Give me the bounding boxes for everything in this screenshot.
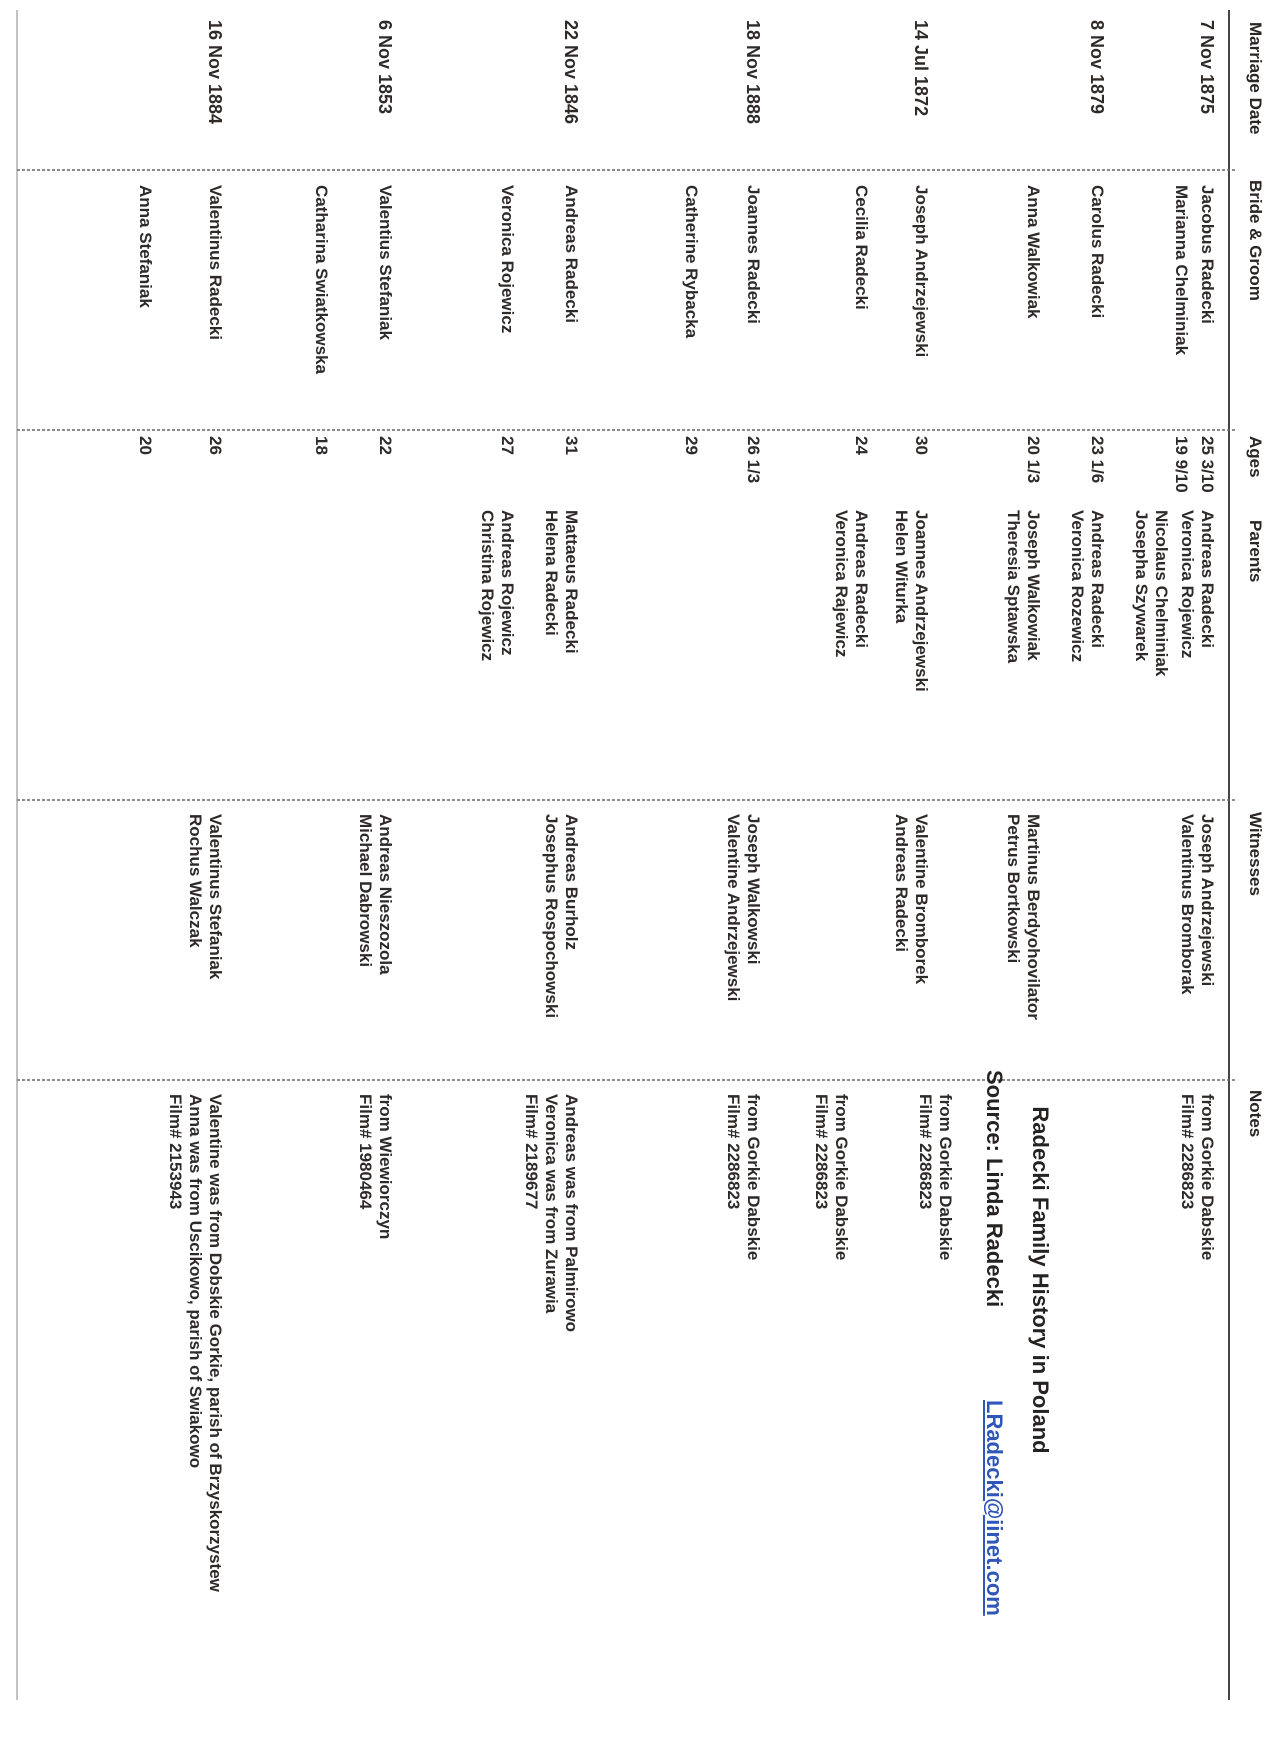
record-5-groom-parent-2: Helena Radecki — [542, 510, 561, 636]
record-1-groom-age: 25 3/10 — [1198, 436, 1217, 493]
record-5-date: 22 Nov 1846 — [561, 20, 581, 125]
record-7-groom: Valentinus Radecki — [206, 185, 225, 340]
record-7-note-1: Valentine was from Dobskie Gorkie, parish of Brzyskorzystew — [206, 1094, 225, 1592]
record-2-bride-parent-1: Joseph Walkowiak — [1024, 510, 1043, 661]
record-7-note-3: Film# 2153943 — [166, 1094, 185, 1210]
record-6-bride: Catharina Swiatkowska — [312, 185, 331, 374]
record-2-groom-parent-2: Veronica Rozewicz — [1068, 510, 1087, 663]
record-7-bride-age: 20 — [136, 436, 155, 455]
record-2-bride-parent-2: Theresia Sptawska — [1004, 510, 1023, 664]
record-7-bride: Anna Stefaniak — [136, 185, 155, 308]
record-1-bride-parent-1: Nicolaus Chelminiak — [1152, 510, 1171, 677]
record-4-bride: Catherine Rybacka — [682, 185, 701, 339]
record-4-groom-age: 26 1/3 — [744, 436, 763, 484]
header-bride-groom: Bride & Groom — [1246, 180, 1265, 301]
header-witnesses: Witnesses — [1246, 812, 1265, 896]
record-1-witness-1: Joseph Andrzejewski — [1198, 814, 1217, 987]
record-5-witness-1: Andreas Burholz — [562, 814, 581, 951]
record-4-note-1: from Gorkie Dabskie — [744, 1094, 763, 1261]
record-4-date: 18 Nov 1888 — [743, 20, 763, 125]
record-5-note-1: Andreas was from Palmirowo — [562, 1094, 581, 1333]
record-1-groom: Jacobus Radecki — [1198, 185, 1217, 324]
record-1-groom-parent-1: Andreas Radecki — [1198, 510, 1217, 648]
record-5-witness-2: Josephus Rospochowski — [542, 814, 561, 1019]
record-5-note-2: Veronica was from Zurawia — [542, 1094, 561, 1314]
record-5-bride-parent-2: Christina Rojewicz — [478, 510, 497, 662]
record-2-note-2: Film# 2286823 — [916, 1094, 935, 1210]
record-5-bride-parent-1: Andreas Rojewicz — [498, 510, 517, 656]
record-5-groom-parent-1: Mattaeus Radecki — [562, 510, 581, 654]
record-3-witness-1: Valentine Bromborek — [912, 814, 931, 985]
record-6-note-1: from Wiewiorczyn — [376, 1094, 395, 1240]
record-6-witness-1: Andreas Nieszozola — [376, 814, 395, 975]
record-1-note-2: Film# 2286823 — [1178, 1094, 1197, 1210]
record-3-groom-parent-1: Joannes Andrzejewski — [912, 510, 931, 692]
record-5-bride-age: 27 — [498, 436, 517, 455]
record-6-date: 6 Nov 1853 — [375, 20, 395, 115]
record-7-witness-1: Valentinus Stefaniak — [206, 814, 225, 980]
record-7-date: 16 Nov 1884 — [205, 20, 225, 125]
record-2-bride-age: 20 1/3 — [1024, 436, 1043, 484]
record-2-groom-age: 23 1/6 — [1088, 436, 1107, 484]
record-3-bride-parent-1: Andreas Radecki — [852, 510, 871, 648]
record-3-bride-parent-2: Veronica Rajewicz — [832, 510, 851, 658]
record-3-note-2: Film# 2286823 — [812, 1094, 831, 1210]
record-5-bride: Veronica Rojewicz — [498, 185, 517, 334]
record-2-witness-1: Martinus Berdyohovilator — [1024, 814, 1043, 1020]
header-marriage-date: Marriage Date — [1246, 22, 1265, 135]
record-3-groom-parent-2: Helen Witurka — [892, 510, 911, 624]
header-ages: Ages — [1246, 436, 1265, 478]
record-3-bride-age: 24 — [852, 436, 871, 455]
record-6-groom: Valentius Stefaniak — [376, 185, 395, 340]
record-6-witness-2: Michael Dabrowski — [356, 814, 375, 968]
record-3-date: 14 Jul 1872 — [911, 20, 931, 117]
record-1-date: 7 Nov 1875 — [1197, 20, 1217, 115]
record-4-witness-1: Joseph Walkowski — [744, 814, 763, 965]
source-email-link[interactable]: LRadecki@iinet.com — [982, 1400, 1007, 1616]
record-2-bride: Anna Walkowiak — [1024, 185, 1043, 319]
record-1-bride-age: 19 9/10 — [1172, 436, 1191, 493]
record-1-witness-2: Valentinus Bromborak — [1178, 814, 1197, 995]
record-2-witness-2: Petrus Bortkowski — [1004, 814, 1023, 964]
record-2-date: 8 Nov 1879 — [1087, 20, 1107, 115]
record-2-note-1: from Gorkie Dabskie — [936, 1094, 955, 1261]
record-1-bride: Marianna Chelminiak — [1172, 185, 1191, 356]
record-1-groom-parent-2: Veronica Rojewicz — [1178, 510, 1197, 659]
record-3-groom: Joseph Andrzejewski — [912, 185, 931, 358]
record-5-groom-age: 31 — [562, 436, 581, 455]
record-6-groom-age: 22 — [376, 436, 395, 455]
record-1-note-1: from Gorkie Dabskie — [1198, 1094, 1217, 1261]
record-4-bride-age: 29 — [682, 436, 701, 455]
record-4-groom: Joannes Radecki — [744, 185, 763, 324]
record-7-witness-2: Rochus Walczak — [186, 814, 205, 948]
record-7-groom-age: 26 — [206, 436, 225, 455]
record-3-groom-age: 30 — [912, 436, 931, 455]
record-3-bride: Cecilia Radecki — [852, 185, 871, 310]
record-6-note-2: Film# 1980464 — [356, 1094, 375, 1210]
document-title: Radecki Family History in Poland — [1028, 1106, 1053, 1454]
record-4-witness-2: Valentine Andrzejewski — [724, 814, 743, 1002]
header-parents: Parents — [1246, 520, 1265, 583]
record-4-note-2: Film# 2286823 — [724, 1094, 743, 1210]
record-7-note-2: Anna was from Uscikowo, parish of Swiakowo — [186, 1094, 205, 1469]
record-3-witness-2: Andreas Radecki — [892, 814, 911, 952]
title-block — [973, 1070, 1063, 1630]
record-3-note-1: from Gorkie Dabskie — [832, 1094, 851, 1261]
source-label: Source: Linda Radecki — [982, 1070, 1007, 1308]
record-6-bride-age: 18 — [312, 436, 331, 455]
record-5-groom: Andreas Radecki — [562, 185, 581, 323]
record-2-groom: Carolus Radecki — [1088, 185, 1107, 319]
record-5-note-3: Film# 2189677 — [522, 1094, 541, 1210]
header-notes: Notes — [1246, 1090, 1265, 1138]
record-2-groom-parent-1: Andreas Radecki — [1088, 510, 1107, 648]
record-1-bride-parent-2: Josepha Szywarek — [1132, 510, 1151, 662]
